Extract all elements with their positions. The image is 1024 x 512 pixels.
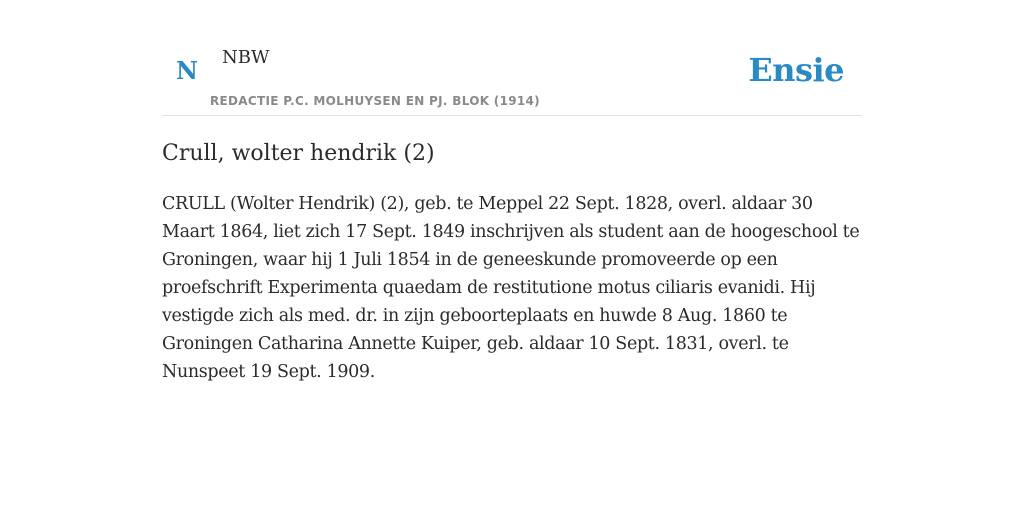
source-logo[interactable]: N xyxy=(176,56,198,85)
article-body: CRULL (Wolter Hendrik) (2), geb. te Meppel 22 Sept. 1828, overl. aldaar 30 Maart 1864, liet zich 17 Sept. 1849 inschrijven als student aan de hoogeschool te Groningen, waar hij 1 Juli 1854 in de geneeskunde promoveerde op een proefschrift Experimenta quaedam de restitutione motus ciliaris evanidi. Hij vestigde zich als med. dr. in zijn geboorteplaats en huwde 8 Aug. 1860 te Groningen Catharina Annette Kuiper, geb. aldaar 10 Sept. 1831, overl. te Nunspeet 19 Sept. 1909. xyxy=(162,194,860,382)
source-name[interactable]: NBW xyxy=(222,47,270,68)
article xyxy=(162,138,862,386)
source-header xyxy=(162,40,862,116)
brand-logo-link[interactable]: Ensie xyxy=(748,51,844,89)
article-title: Crull, wolter hendrik (2) xyxy=(162,141,435,166)
source-subtitle: REDACTIE P.C. MOLHUYSEN EN PJ. BLOK (1914) xyxy=(210,94,540,108)
